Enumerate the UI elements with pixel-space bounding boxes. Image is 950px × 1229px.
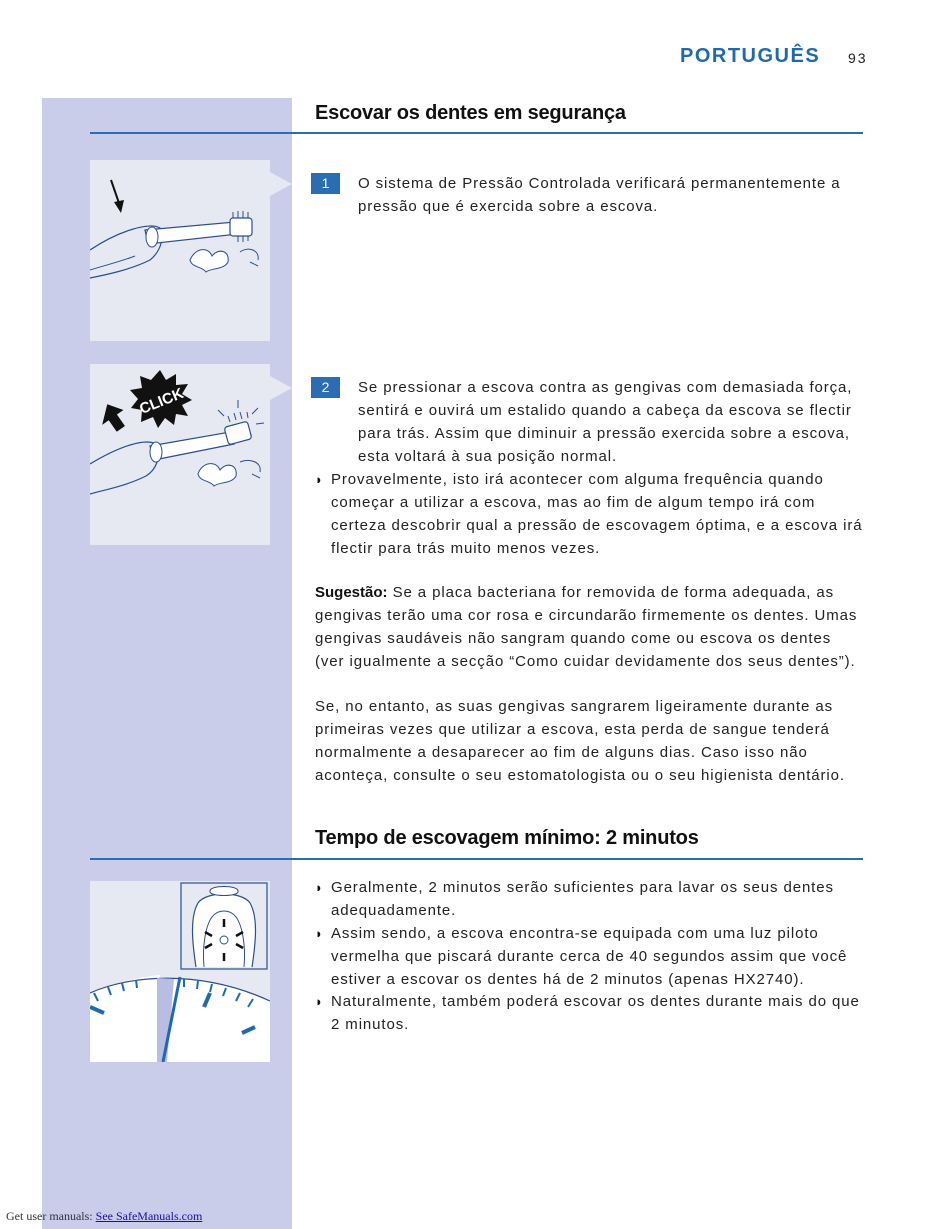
- brush-pressure-drawing: [90, 160, 270, 341]
- footer: [6, 1209, 202, 1224]
- bullet-item: [315, 990, 865, 1036]
- page-number: 93: [848, 50, 868, 66]
- step-text: O sistema de Pressão Controlada verificará permanentemente a pressão que é exercida sobre a escova.: [358, 175, 841, 215]
- bullet-marker: ◗: [315, 472, 324, 487]
- section-rule: [90, 858, 863, 860]
- footer-link[interactable]: See SafeManuals.com: [95, 1209, 203, 1223]
- tip-paragraph-continued: Se, no entanto, as suas gengivas sangrarem ligeiramente durante as primeiras vezes que utilizar a escova, esta perda de sangue tenderá normalmente a desaparecer ao fim de alguns dias. Caso isso não aconteça, consulte o seu estomatologista ou o seu higienista dentário.: [315, 698, 845, 784]
- bullet-text: Geralmente, 2 minutos serão suficientes para lavar os seus dentes adequadamente.: [331, 879, 834, 919]
- bullet-text: Assim sendo, a escova encontra-se equipada com uma luz piloto vermelha que piscará durante cerca de 40 segundos assim que você estiver a escovar os dentes há de 2 minutos (apenas HX2740).: [331, 925, 848, 988]
- footer-prefix: Get user manuals:: [6, 1209, 93, 1223]
- tip-text: Se a placa bacteriana for removida de forma adequada, as gengivas terão uma cor rosa e circundarão firmemente os dentes. Umas gengivas saudáveis não sangram quando come ou escova os dentes (ver igualmente a secção “Como cuidar devidamente dos seus dentes”).: [315, 584, 858, 670]
- step-number-badge: 1: [311, 173, 340, 194]
- bullet-marker: ◗: [315, 880, 324, 895]
- step-number-badge: 2: [311, 377, 340, 398]
- panel-pointer: [270, 172, 292, 196]
- bullet-marker: ◗: [315, 926, 324, 941]
- bullet-item: [315, 922, 865, 991]
- tip-label: Sugestão:: [315, 584, 388, 601]
- section-title-safe-brushing: Escovar os dentes em segurança: [315, 102, 626, 124]
- timer-drawing: [90, 881, 270, 1062]
- bullet-text: Provavelmente, isto irá acontecer com alguma frequência quando começar a utilizar a escova, mas ao fim de algum tempo irá com certeza descobrir qual a pressão de escovagem óptima, e a escova irá flectir para trás muito menos vezes.: [331, 471, 863, 557]
- language-header: PORTUGUÊS: [680, 45, 821, 67]
- brush-click-drawing: [90, 364, 270, 545]
- tip-paragraph: [315, 581, 865, 673]
- section-title-brushing-time: Tempo de escovagem mínimo: 2 minutos: [315, 827, 699, 849]
- step-text: Se pressionar a escova contra as gengivas com demasiada força, sentirá e ouvirá um estalido quando a cabeça da escova se flectir para trás. Assim que diminuir a pressão exercida sobre a escova, esta voltará à sua posição normal.: [358, 379, 853, 465]
- bullet-marker: ◗: [315, 994, 324, 1009]
- bullet-item: [315, 876, 865, 922]
- bullet-item: [315, 468, 865, 560]
- illustration-timer: [90, 881, 270, 1062]
- click-label: CLICK: [137, 384, 186, 418]
- section-rule: [90, 132, 863, 134]
- illustration-brush-click: [90, 364, 270, 545]
- bullet-text: Naturalmente, também poderá escovar os dentes durante mais do que 2 minutos.: [331, 993, 860, 1033]
- illustration-brush-pressure: [90, 160, 270, 341]
- panel-pointer: [270, 376, 292, 400]
